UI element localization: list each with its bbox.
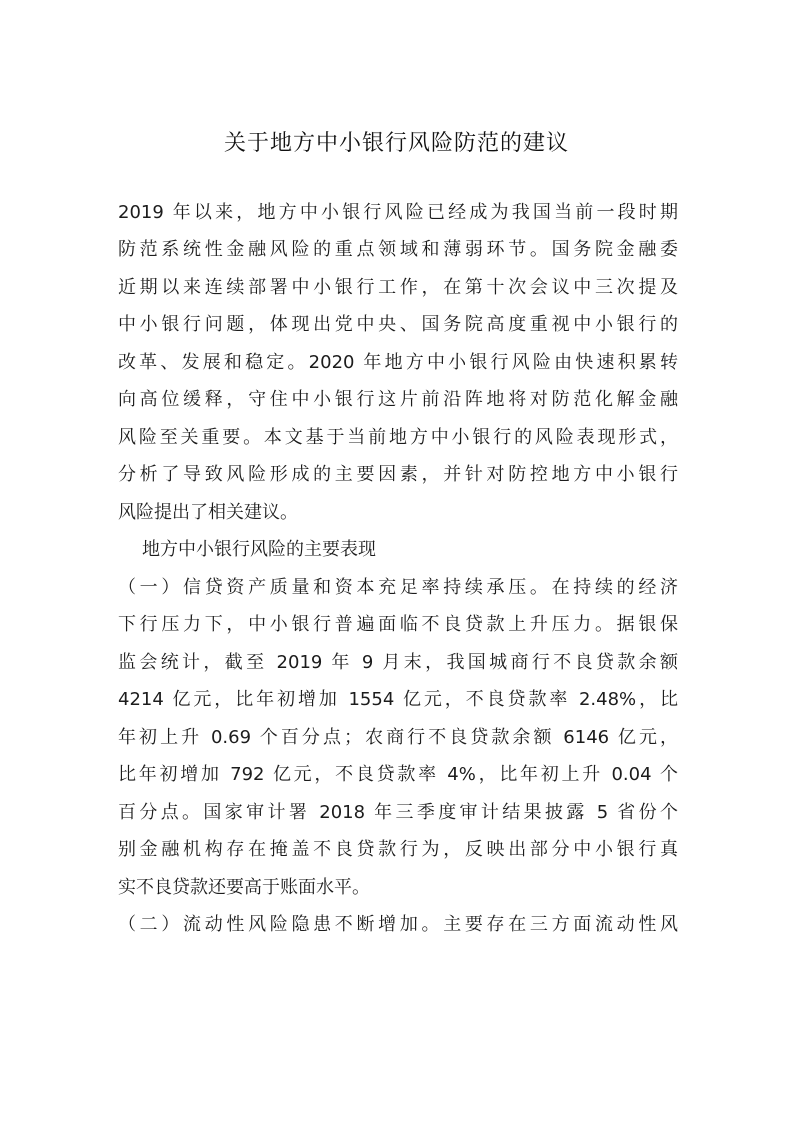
body-line: 年初上升 0.69 个百分点；农商行不良贷款余额 6146 亿元，: [118, 727, 678, 748]
body-line: 监会统计，截至 2019 年 9 月末，我国城商行不良贷款余额: [118, 652, 678, 673]
body-line: 实不良贷款还要高于账面水平。: [118, 877, 370, 898]
body-line: 分析了导致风险形成的主要因素，并针对防控地方中小银行: [118, 464, 678, 485]
body-line: 比年初增加 792 亿元，不良贷款率 4%，比年初上升 0.04 个: [118, 764, 678, 785]
body-line: 改革、发展和稳定。2020 年地方中小银行风险由快速积累转: [118, 352, 678, 373]
body-line: 4214 亿元，比年初增加 1554 亿元，不良贷款率 2.48%，比: [118, 689, 678, 710]
body-line: 向高位缓释，守住中小银行这片前沿阵地将对防范化解金融: [118, 389, 678, 410]
document-title: 关于地方中小银行风险防范的建议: [223, 131, 569, 156]
section-heading: 地方中小银行风险的主要表现: [142, 539, 376, 560]
body-line: 风险至关重要。本文基于当前地方中小银行的风险表现形式，: [118, 427, 678, 448]
body-line: 防范系统性金融风险的重点领域和薄弱环节。国务院金融委: [118, 239, 678, 260]
body-line: 别金融机构存在掩盖不良贷款行为，反映出部分中小银行真: [118, 839, 678, 860]
body-line: 中小银行问题，体现出党中央、国务院高度重视中小银行的: [118, 314, 678, 335]
body-line: 风险提出了相关建议。: [118, 502, 298, 523]
body-line: 百分点。国家审计署 2018 年三季度审计结果披露 5 省份个: [118, 802, 678, 823]
body-line: 近期以来连续部署中小银行工作，在第十次会议中三次提及: [118, 277, 678, 298]
body-line: （一）信贷资产质量和资本充足率持续承压。在持续的经济: [118, 577, 678, 598]
body-line: 2019 年以来，地方中小银行风险已经成为我国当前一段时期: [118, 202, 678, 223]
body-line: 下行压力下，中小银行普遍面临不良贷款上升压力。据银保: [118, 614, 678, 635]
body-line: （二）流动性风险隐患不断增加。主要存在三方面流动性风: [118, 914, 678, 935]
